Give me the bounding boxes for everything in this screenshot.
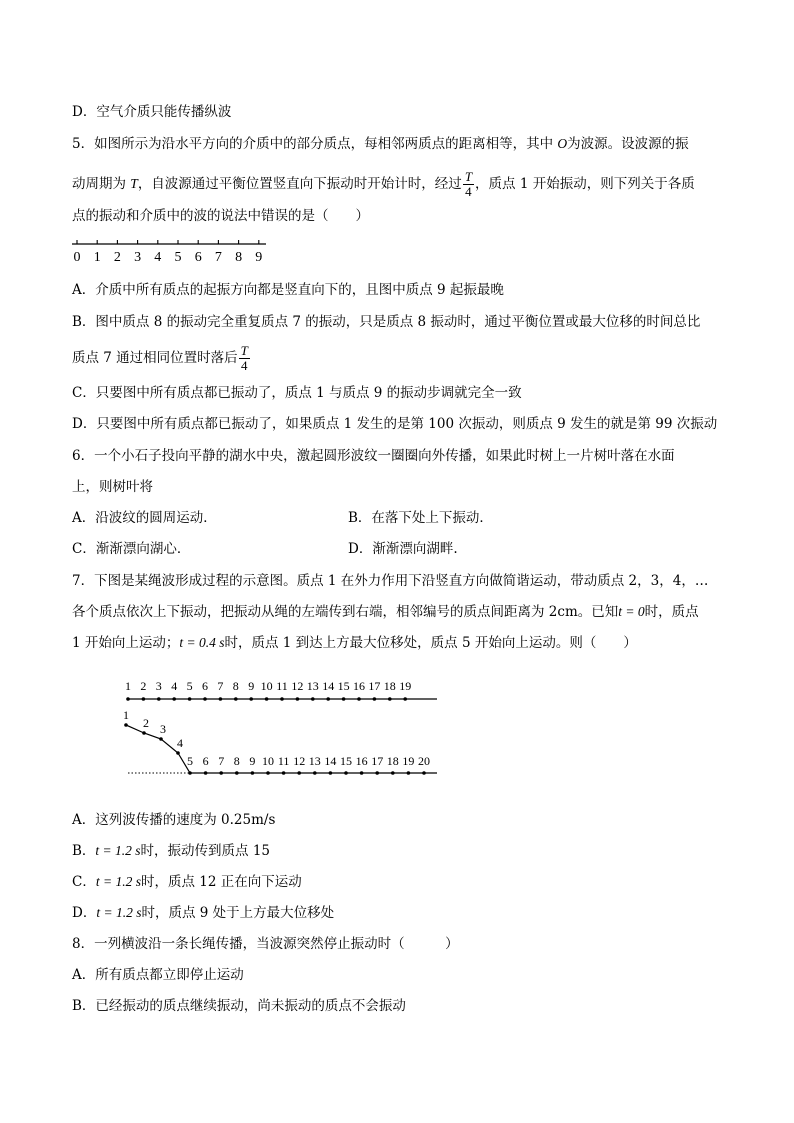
particle-label: 18 (383, 679, 396, 693)
q7-text: 时，质点 1 到达上方最大位移处，质点 5 开始向上运动。则（ ） (224, 635, 637, 651)
q7-rope-wave-figure (110, 672, 450, 782)
particle-label: 3 (155, 679, 162, 693)
tick-label: 6 (194, 250, 202, 264)
q7-text: D． (72, 905, 97, 921)
rope-particle (297, 771, 301, 775)
q5-option-b-line1: B．图中质点 8 的振动完全重复质点 7 的振动，只是质点 8 振动时，通过平衡位置或最大位移的时间总比 (72, 314, 701, 330)
particle-label: 15 (337, 679, 350, 693)
particle-label: 16 (353, 679, 365, 693)
particle-label: 1 (125, 679, 131, 693)
particle-label: 19 (402, 754, 415, 768)
particle-label: 10 (262, 754, 274, 768)
rope-particle (234, 697, 238, 701)
rope-particle (388, 697, 392, 701)
q7-time-zero: t = 0 (618, 604, 645, 619)
particle-label: 5 (186, 679, 193, 693)
particle-label: 13 (306, 679, 319, 693)
q7-time-value: t = 1.2 s (96, 905, 142, 920)
particle-label: 19 (399, 679, 412, 693)
particle-label: 15 (340, 754, 352, 768)
particle-label: 2 (143, 716, 149, 730)
rope-particle (251, 771, 255, 775)
particle-label: 4 (171, 679, 178, 693)
q5-number-line-figure (70, 236, 270, 264)
fraction-numerator: T (240, 343, 248, 358)
rope-particle (126, 697, 130, 701)
q6-option-b: B．在落下处上下振动． (348, 510, 493, 526)
q5-symbol-t: T (130, 176, 138, 191)
particle-label: 9 (248, 679, 255, 693)
q7-option-b (72, 841, 270, 861)
particle-label: 8 (233, 754, 240, 768)
particle-label: 7 (217, 679, 224, 693)
tick-label: 3 (134, 250, 142, 264)
particle-label: 18 (386, 754, 399, 768)
q7-text: C． (72, 874, 96, 890)
particle-label: 6 (202, 679, 208, 693)
particle-label: 14 (324, 754, 337, 768)
rope-particle (329, 771, 333, 775)
q6-option-c: C．渐渐漂向湖心． (72, 541, 191, 557)
rope-particle (422, 771, 426, 775)
fraction-denominator: 4 (241, 358, 248, 373)
q6-stem-line2: 上，则树叶将 (72, 479, 153, 495)
rope-particle (142, 697, 146, 701)
q7-text: 各个质点依次上下振动，把振动从绳的左端传到右端，相邻编号的质点间距离为 2cm。已知 (72, 604, 619, 620)
rope-particle (265, 697, 269, 701)
q7-time-value: t = 0.4 s (179, 635, 225, 650)
particle-label: 4 (177, 736, 183, 750)
particle-label: 7 (218, 754, 225, 768)
particle-label: 1 (123, 708, 129, 722)
q8-option-a: A．所有质点都立即停止运动 (72, 967, 244, 983)
particle-label: 9 (249, 754, 256, 768)
rope-particle (360, 771, 364, 775)
q5-option-b-line2 (72, 344, 251, 373)
particle-label: 10 (260, 679, 273, 693)
particle-label: 8 (232, 679, 239, 693)
rope-particle (375, 771, 379, 775)
q5-option-d: D．只要图中所有质点都已振动了，如果质点 1 发生的是第 100 次振动，则质点 9 发生的就是第 99 次振动 (72, 416, 718, 432)
rope-particle (357, 697, 361, 701)
rope-particle (407, 771, 411, 775)
rope-particle (313, 771, 317, 775)
q8-option-b: B．已经振动的质点继续振动，尚未振动的质点不会振动 (72, 998, 406, 1014)
q4-option-d: D．空气介质只能传播纵波 (72, 104, 232, 120)
tick-label: 8 (235, 250, 243, 264)
tick-label: 5 (174, 250, 182, 264)
q5-option-b-fraction (239, 344, 250, 373)
tick-label: 2 (113, 250, 121, 264)
rope-particle (373, 697, 377, 701)
q7-time-value: t = 1.2 s (95, 843, 141, 858)
particle-label: 12 (291, 679, 304, 693)
q5-symbol-o: O (557, 136, 568, 151)
rope-particle (159, 737, 163, 741)
q7-text: 时，质点 9 处于上方最大位移处 (141, 905, 335, 921)
rope-particle (188, 697, 192, 701)
particle-label: 17 (371, 754, 384, 768)
tick-label: 9 (255, 250, 263, 264)
q7-option-c (72, 872, 302, 892)
particle-label: 12 (293, 754, 306, 768)
q6-stem-line1: 6．一个小石子投向平静的湖水中央，激起圆形波纹一圈圈向外传播，如果此时树上一片树叶落在水面 (72, 448, 675, 464)
rope-particle (296, 697, 300, 701)
rope-particle (157, 697, 161, 701)
tick-label: 7 (214, 250, 222, 264)
rope-particle (282, 771, 286, 775)
particle-label: 13 (308, 754, 321, 768)
q7-text: B． (72, 843, 96, 859)
q7-stem-line3 (72, 633, 637, 653)
particle-label: 20 (418, 754, 430, 768)
rope-particle (219, 697, 223, 701)
rope-particle (176, 751, 180, 755)
rope-particle (172, 697, 176, 701)
q6-option-a: A．沿波纹的圆周运动． (72, 510, 217, 526)
rope-particle (235, 771, 239, 775)
q5-text: ，质点 1 开始振动，则下列关于各质 (475, 176, 695, 192)
particle-label: 11 (276, 679, 288, 693)
tick-label: 4 (154, 250, 162, 264)
rope-particle (391, 771, 395, 775)
q5-text: 动周期为 (72, 176, 131, 192)
q7-stem-line2 (72, 602, 699, 622)
q5-text: 5．如图所示为沿水平方向的介质中的部分质点，每相邻两质点的距离相等，其中 (72, 136, 558, 152)
q5-text: 质点 7 通过相同位置时落后 (72, 350, 238, 366)
rope-particle (219, 771, 223, 775)
q5-stem-line3: 点的振动和介质中的波的说法中错误的是（ ） (72, 208, 369, 224)
q5-stem-line1 (72, 134, 689, 154)
q7-text: 时，振动传到质点 15 (140, 843, 271, 859)
rope-particle (403, 697, 407, 701)
rope-particle (311, 697, 315, 701)
rope-particle (266, 771, 270, 775)
q5-fraction (463, 170, 474, 199)
q7-text: 1 开始向上运动； (72, 635, 180, 651)
rope-particle (124, 723, 128, 727)
rope-particle (344, 771, 348, 775)
particle-label: 6 (202, 754, 209, 768)
q7-stem-line1: 7．下图是某绳波形成过程的示意图。质点 1 在外力作用下沿竖直方向做简谐运动，带动质点 2，3，4，… (72, 573, 709, 589)
particle-label: 3 (160, 722, 166, 736)
particle-label: 14 (322, 679, 335, 693)
q7-text: 时，质点 (644, 604, 699, 620)
q5-option-a: A．介质中所有质点的起振方向都是竖直向下的，且图中质点 9 起振最晚 (72, 282, 504, 298)
rope-particle (249, 697, 253, 701)
rope-particle (342, 697, 346, 701)
fraction-denominator: 4 (465, 184, 472, 199)
fraction-numerator: T (464, 169, 473, 184)
q5-option-c: C．只要图中所有质点都已振动了，质点 1 与质点 9 的振动步调就完全一致 (72, 385, 522, 401)
q8-stem: 8．一列横波沿一条长绳传播，当波源突然停止振动时（ ） (72, 936, 459, 952)
q6-option-d: D．渐渐漂向湖畔. (348, 541, 458, 557)
rope-particle (142, 731, 146, 735)
particle-label: 11 (277, 754, 290, 768)
q5-text: 为波源。设波源的振 (567, 136, 689, 152)
particle-label: 2 (140, 679, 147, 693)
q7-option-d (72, 903, 334, 923)
tick-label: 1 (93, 250, 101, 264)
q7-option-a: A．这列波传播的速度为 0.25m/s (72, 812, 276, 828)
rope-particle (188, 771, 192, 775)
rope-particle (203, 697, 207, 701)
particle-label: 5 (187, 754, 193, 768)
rope-particle (204, 771, 208, 775)
q5-stem-line2 (72, 170, 695, 199)
rope-particle (280, 697, 284, 701)
q7-time-value: t = 1.2 s (95, 874, 141, 889)
q5-text: ，自波源通过平衡位置竖直向下振动时开始计时，经过 (137, 176, 462, 192)
particle-label: 17 (368, 679, 381, 693)
q7-text: 时，质点 12 正在向下运动 (140, 874, 302, 890)
tick-label: 0 (73, 250, 81, 264)
rope-particle (326, 697, 330, 701)
particle-label: 16 (355, 754, 368, 768)
